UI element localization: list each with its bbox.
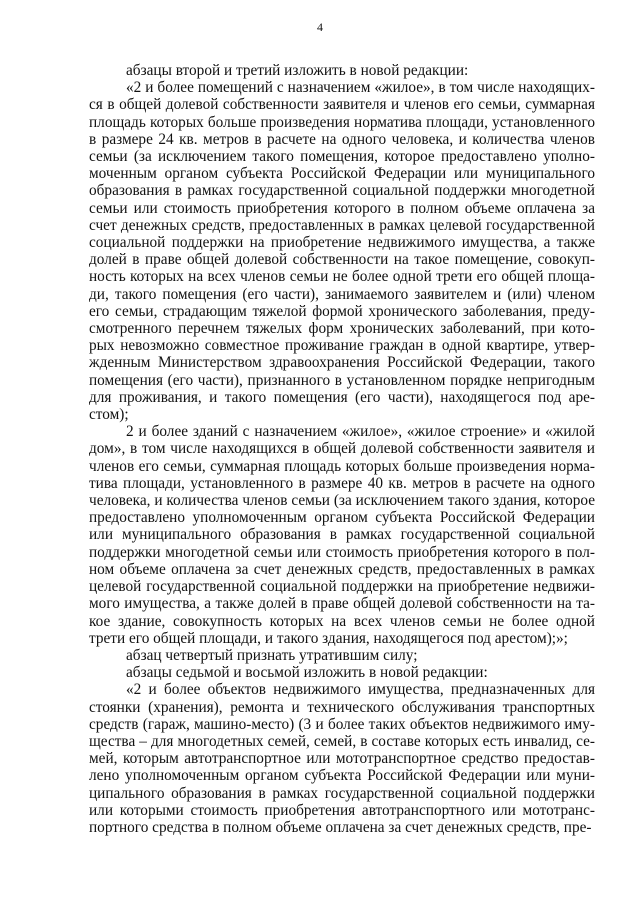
paragraph: 2 и более зданий с назначением «жилое», «жилое строение» и «жилой дом», в том числе находящихся в общей долевой собственности заявителя и членов его семьи, суммарная площадь которых больше произведения норматива площади, установленного в размере 40 кв. метров в расчете на одного человека, и количества членов семьи (за исключением такого здания, которое предоставлено уполномоченным органом субъекта Российской Федерации или муниципального образования в рамках государственной социальной поддержки многодетной семьи или стоимость приобретения которого в полном объеме оплачена за счет денежных средств, предоставленных в рамках целевой государственной социальной поддержки на приобретение недвижимого имущества, а также долей в праве общей долевой собственности на такое здание, совокупность которых на всех членов семьи не более одной трети его общей площади, и такого здания, находящегося под арестом);»; <box>89 423 595 647</box>
document-body <box>89 62 595 836</box>
paragraph: «2 и более помещений с назначением «жилое», в том числе находящихся в общей долевой собственности заявителя и членов его семьи, суммарная площадь которых больше произведения норматива площади, установленного в размере 24 кв. метров в расчете на одного человека, и количества членов семьи (за исключением такого помещения, которое предоставлено уполномоченным органом субъекта Российской Федерации или муниципального образования в рамках государственной социальной поддержки многодетной семьи или стоимость приобретения которого в полном объеме оплачена за счет денежных средств, предоставленных в рамках целевой государственной социальной поддержки на приобретение недвижимого имущества, а также долей в праве общей долевой собственности на такое помещение, совокупность которых на всех членов семьи не более одной трети его общей площади, такого помещения (его части), занимаемого заявителем и (или) членом его семьи, страдающим тяжелой формой хронического заболевания, предусмотренного перечнем тяжелых форм хронических заболеваний, при которых невозможно совместное проживание граждан в одной квартире, утвержденным Министерством здравоохранения Российской Федерации, такого помещения (его части), признанного в установленном порядке непригодным для проживания, и такого помещения (его части), находящегося под арестом); <box>89 79 595 424</box>
page-number: 4 <box>317 20 323 34</box>
paragraph: «2 и более объектов недвижимого имущества, предназначенных для стоянки (хранения), ремонта и технического обслуживания транспортных средств (гараж, машино-место) (3 и более таких объектов недвижимого имущества – для многодетных семей, семей, в составе которых есть инвалид, семей, которым автотранспортное или мототранспортное средство предоставлено уполномоченным органом субъекта Российской Федерации или муниципального образования в рамках государственной социальной поддержки или которыми стоимость приобретения автотранспортного или мототранспортного средства в полном объеме оплачена за счет денежных средств, пре- <box>89 681 595 836</box>
paragraph: абзацы второй и третий изложить в новой редакции: <box>126 62 469 79</box>
paragraph: абзац четвертый признать утратившим силу; <box>126 646 418 664</box>
paragraph: абзацы седьмой и восьмой изложить в новой редакции: <box>126 664 488 682</box>
